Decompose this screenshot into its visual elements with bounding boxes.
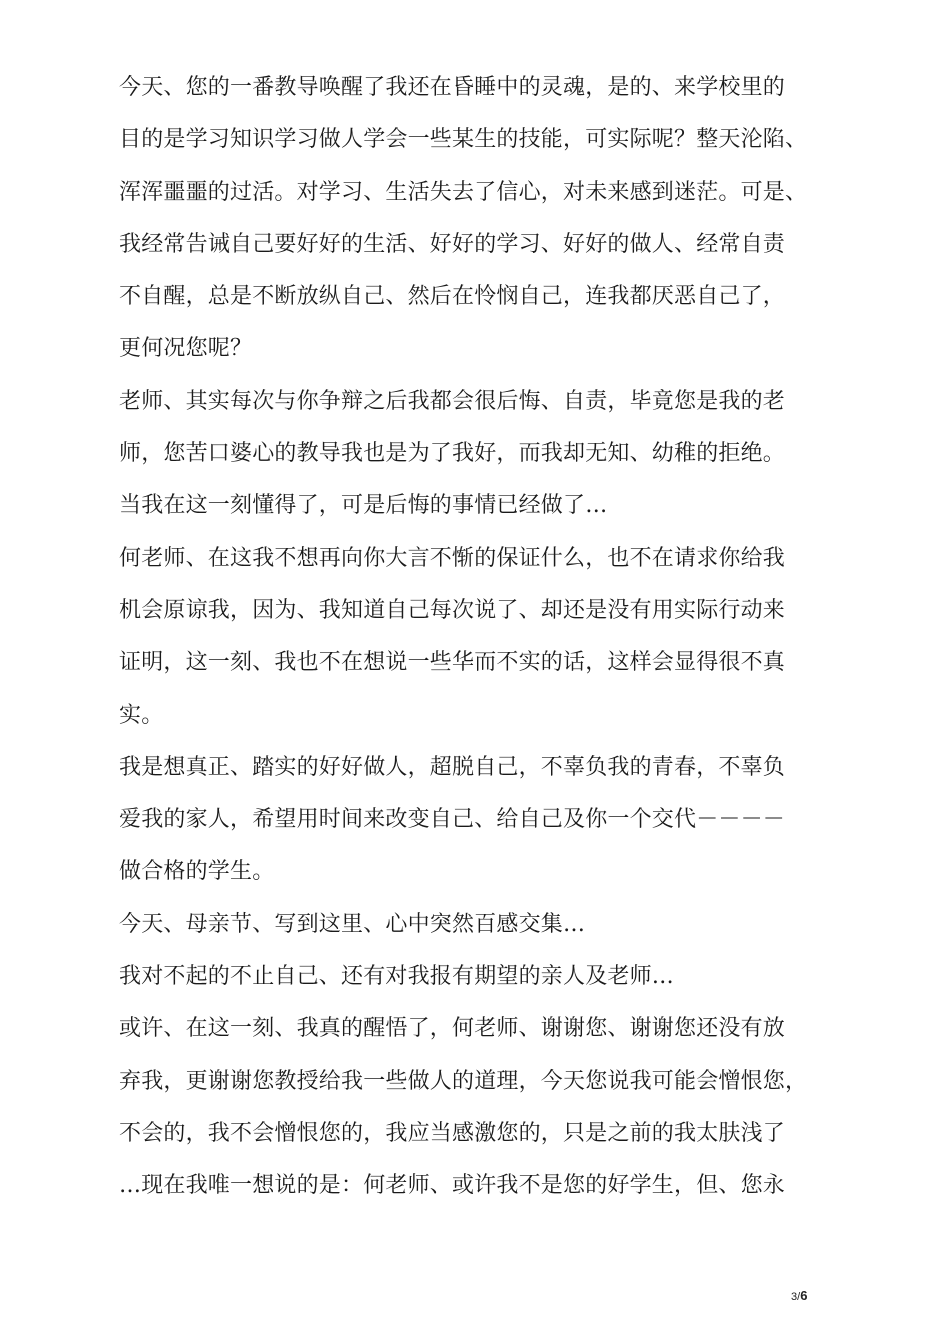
text-line-22: …现在我唯一想说的是：何老师、或许我不是您的好学生，但、您永: [119, 1173, 786, 1199]
text-line-18: 我对不起的不止自己、还有对我报有期望的亲人及老师…: [119, 964, 675, 990]
text-line-15: 爱我的家人，希望用时间来改变自己、给自己及你一个交代－－－－: [119, 807, 786, 833]
page-number-current: 3: [791, 1291, 798, 1303]
page-number-separator: /: [797, 1291, 801, 1303]
text-line-1: 今天、您的一番教导唤醒了我还在昏睡中的灵魂，是的、来学校里的: [119, 75, 786, 100]
text-line-3: 浑浑噩噩的过活。对学习、生活失去了信心，对未来感到迷茫。可是、: [119, 179, 808, 205]
page-number-total: 6: [800, 1288, 808, 1303]
text-line-9: 当我在这一刻懂得了，可是后悔的事情已经做了…: [119, 493, 608, 519]
text-line-16: 做合格的学生。: [119, 859, 275, 885]
text-line-6: 更何况您呢？: [119, 336, 253, 362]
text-line-13: 实。: [119, 702, 164, 728]
text-line-19: 或许、在这一刻、我真的醒悟了，何老师、谢谢您、谢谢您还没有放: [119, 1016, 786, 1042]
text-line-14: 我是想真正、踏实的好好做人，超脱自己，不辜负我的青春，不辜负: [119, 754, 786, 780]
text-line-17: 今天、母亲节、写到这里、心中突然百感交集…: [119, 911, 586, 937]
text-line-10: 何老师、在这我不想再向你大言不惭的保证什么，也不在请求你给我: [119, 545, 786, 571]
text-line-20: 弃我，更谢谢您教授给我一些做人的道理，今天您说我可能会憎恨您，: [119, 1068, 808, 1094]
page-number: [791, 1288, 807, 1303]
text-line-8: 师，您苦口婆心的教导我也是为了我好，而我却无知、幼稚的拒绝。: [119, 441, 786, 467]
document-body: [119, 62, 859, 1213]
text-line-7: 老师、其实每次与你争辩之后我都会很后悔、自责，毕竟您是我的老: [119, 388, 786, 414]
text-line-21: 不会的，我不会憎恨您的，我应当感激您的，只是之前的我太肤浅了: [119, 1120, 786, 1146]
text-line-11: 机会原谅我，因为、我知道自己每次说了、却还是没有用实际行动来: [119, 597, 786, 623]
text-line-5: 不自醒，总是不断放纵自己、然后在怜悯自己，连我都厌恶自己了，: [119, 284, 786, 310]
text-line-2: 目的是学习知识学习做人学会一些某生的技能，可实际呢？整天沦陷、: [119, 127, 808, 153]
text-line-4: 我经常告诫自己要好好的生活、好好的学习、好好的做人、经常自责: [119, 231, 786, 257]
text-line-12: 证明，这一刻、我也不在想说一些华而不实的话，这样会显得很不真: [119, 650, 786, 676]
